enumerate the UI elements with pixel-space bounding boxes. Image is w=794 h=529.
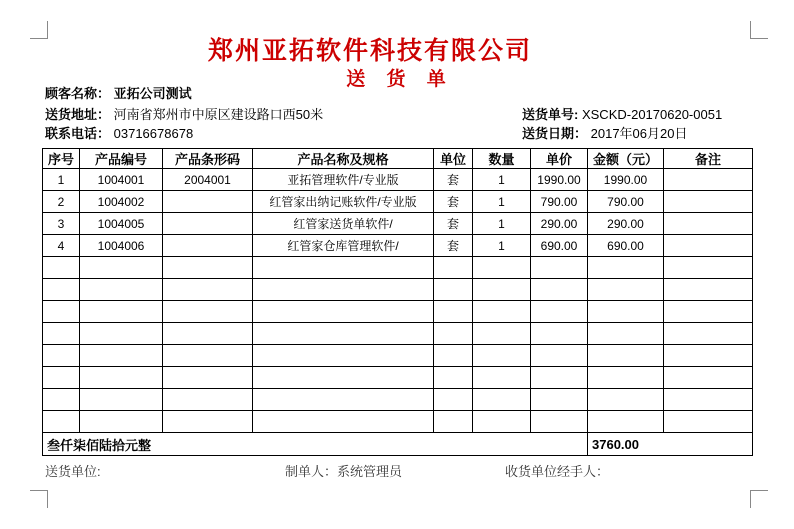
empty-cell [253, 323, 434, 345]
empty-cell [473, 279, 531, 301]
empty-cell [588, 257, 664, 279]
empty-cell [253, 367, 434, 389]
empty-cell [664, 257, 753, 279]
empty-cell [253, 279, 434, 301]
table-cell: 1 [43, 169, 80, 191]
order-number-line [522, 107, 722, 123]
empty-cell [163, 301, 253, 323]
empty-cell [473, 411, 531, 433]
empty-cell [434, 323, 473, 345]
empty-cell [664, 389, 753, 411]
table-cell: 290.00 [588, 213, 664, 235]
customer-name-value: 亚拓公司测试 [113, 86, 192, 101]
empty-cell [43, 411, 80, 433]
empty-cell [253, 301, 434, 323]
contact-phone-line [45, 126, 193, 142]
column-header: 单位 [434, 149, 473, 169]
empty-cell [163, 279, 253, 301]
table-cell: 1 [473, 235, 531, 257]
empty-cell [664, 301, 753, 323]
contact-phone-label: 联系电话： [45, 126, 111, 141]
empty-row [43, 367, 753, 389]
empty-cell [588, 301, 664, 323]
table-row [43, 235, 753, 257]
empty-cell [664, 345, 753, 367]
empty-row [43, 279, 753, 301]
empty-cell [531, 323, 588, 345]
empty-cell [80, 345, 163, 367]
table-cell: 1004006 [80, 235, 163, 257]
table-cell: 790.00 [588, 191, 664, 213]
empty-cell [473, 367, 531, 389]
table-cell: 790.00 [531, 191, 588, 213]
empty-cell [163, 367, 253, 389]
items-table-body [43, 169, 753, 433]
delivery-address-line [45, 107, 323, 123]
empty-cell [43, 367, 80, 389]
table-cell [664, 191, 753, 213]
empty-cell [43, 279, 80, 301]
delivery-date-label: 送货日期： [522, 126, 588, 141]
empty-cell [80, 367, 163, 389]
delivery-date-line [522, 126, 687, 142]
table-row [43, 213, 753, 235]
empty-cell [588, 389, 664, 411]
table-cell: 套 [434, 191, 473, 213]
empty-cell [664, 367, 753, 389]
maker-label: 制单人： [285, 464, 338, 479]
table-cell: 亚拓管理软件/专业版 [253, 169, 434, 191]
delivery-date-value: 2017年06月20日 [590, 126, 688, 141]
empty-row [43, 323, 753, 345]
margin-mark-top-right [750, 21, 768, 39]
table-cell: 4 [43, 235, 80, 257]
total-amount-cell: 3760.00 [588, 433, 753, 456]
empty-cell [531, 345, 588, 367]
margin-mark-bottom-right [750, 490, 768, 508]
margin-mark-bottom-left [30, 490, 48, 508]
table-cell [664, 235, 753, 257]
empty-cell [531, 367, 588, 389]
document-maker [285, 461, 402, 480]
empty-cell [434, 411, 473, 433]
empty-cell [434, 279, 473, 301]
table-cell: 3 [43, 213, 80, 235]
column-header: 备注 [664, 149, 753, 169]
table-cell: 套 [434, 169, 473, 191]
empty-cell [80, 257, 163, 279]
table-cell: 1 [473, 213, 531, 235]
table-cell: 290.00 [531, 213, 588, 235]
empty-cell [588, 323, 664, 345]
empty-cell [43, 389, 80, 411]
empty-cell [253, 257, 434, 279]
table-cell: 红管家出纳记账软件/专业版 [253, 191, 434, 213]
empty-cell [434, 367, 473, 389]
table-cell: 套 [434, 213, 473, 235]
empty-cell [588, 367, 664, 389]
empty-row [43, 411, 753, 433]
empty-cell [664, 279, 753, 301]
table-cell: 1004002 [80, 191, 163, 213]
empty-row [43, 257, 753, 279]
empty-cell [43, 323, 80, 345]
empty-cell [434, 345, 473, 367]
delivery-address-label: 送货地址： [45, 107, 111, 122]
empty-cell [434, 257, 473, 279]
empty-cell [473, 301, 531, 323]
empty-cell [588, 411, 664, 433]
total-in-words-cell: 叁仟柒佰陆拾元整 [43, 433, 588, 456]
order-number-value: XSCKD-20170620-0051 [581, 107, 723, 122]
maker-value: 系统管理员 [337, 464, 403, 479]
empty-cell [163, 257, 253, 279]
empty-cell [80, 279, 163, 301]
table-cell: 690.00 [531, 235, 588, 257]
table-cell: 1990.00 [588, 169, 664, 191]
empty-cell [80, 389, 163, 411]
empty-cell [163, 323, 253, 345]
table-cell: 1 [473, 191, 531, 213]
customer-name-line [45, 86, 192, 102]
empty-cell [163, 345, 253, 367]
empty-cell [163, 389, 253, 411]
customer-name-label: 顾客名称： [45, 86, 111, 101]
empty-cell [434, 301, 473, 323]
company-title: 郑州亚拓软件科技有限公司 [207, 37, 532, 65]
empty-cell [531, 279, 588, 301]
table-cell: 红管家仓库管理软件/ [253, 235, 434, 257]
empty-row [43, 389, 753, 411]
empty-cell [43, 301, 80, 323]
empty-cell [253, 389, 434, 411]
table-cell: 1 [473, 169, 531, 191]
column-header: 产品编号 [80, 149, 163, 169]
empty-cell [664, 323, 753, 345]
empty-cell [588, 345, 664, 367]
table-row [43, 191, 753, 213]
empty-cell [664, 411, 753, 433]
table-cell: 2004001 [163, 169, 253, 191]
signature-footer [0, 461, 794, 479]
table-cell [664, 213, 753, 235]
column-header: 单价 [531, 149, 588, 169]
empty-row [43, 345, 753, 367]
empty-cell [253, 411, 434, 433]
empty-cell [531, 301, 588, 323]
empty-cell [473, 345, 531, 367]
table-row [43, 169, 753, 191]
contact-phone-value: 03716678678 [113, 126, 194, 141]
empty-cell [80, 301, 163, 323]
table-cell [664, 169, 753, 191]
table-cell: 1990.00 [531, 169, 588, 191]
empty-cell [531, 257, 588, 279]
column-header: 序号 [43, 149, 80, 169]
empty-cell [253, 345, 434, 367]
empty-cell [473, 389, 531, 411]
empty-cell [531, 411, 588, 433]
table-cell: 红管家送货单软件/ [253, 213, 434, 235]
delivery-address-value: 河南省郑州市中原区建设路口西50米 [113, 107, 324, 122]
empty-cell [434, 389, 473, 411]
table-cell: 2 [43, 191, 80, 213]
column-header: 数量 [473, 149, 531, 169]
table-cell: 1004001 [80, 169, 163, 191]
items-table-header-row [43, 149, 753, 169]
empty-cell [588, 279, 664, 301]
table-cell: 1004005 [80, 213, 163, 235]
empty-cell [43, 257, 80, 279]
sender-unit-label: 送货单位: [45, 464, 101, 479]
table-cell [163, 235, 253, 257]
empty-cell [473, 323, 531, 345]
empty-row [43, 301, 753, 323]
empty-cell [531, 389, 588, 411]
table-cell [163, 191, 253, 213]
table-cell: 套 [434, 235, 473, 257]
column-header: 产品名称及规格 [253, 149, 434, 169]
column-header: 产品条形码 [163, 149, 253, 169]
empty-cell [163, 411, 253, 433]
table-cell [163, 213, 253, 235]
column-header: 金额（元） [588, 149, 664, 169]
receiver-handler-label: 收货单位经手人： [505, 464, 610, 479]
doc-title: 送 货 单 [346, 69, 454, 90]
empty-cell [80, 411, 163, 433]
table-cell: 690.00 [588, 235, 664, 257]
empty-cell [80, 323, 163, 345]
empty-cell [473, 257, 531, 279]
empty-cell [43, 345, 80, 367]
order-number-label: 送货单号: [522, 107, 579, 122]
total-row [43, 433, 753, 456]
items-table [42, 148, 753, 456]
